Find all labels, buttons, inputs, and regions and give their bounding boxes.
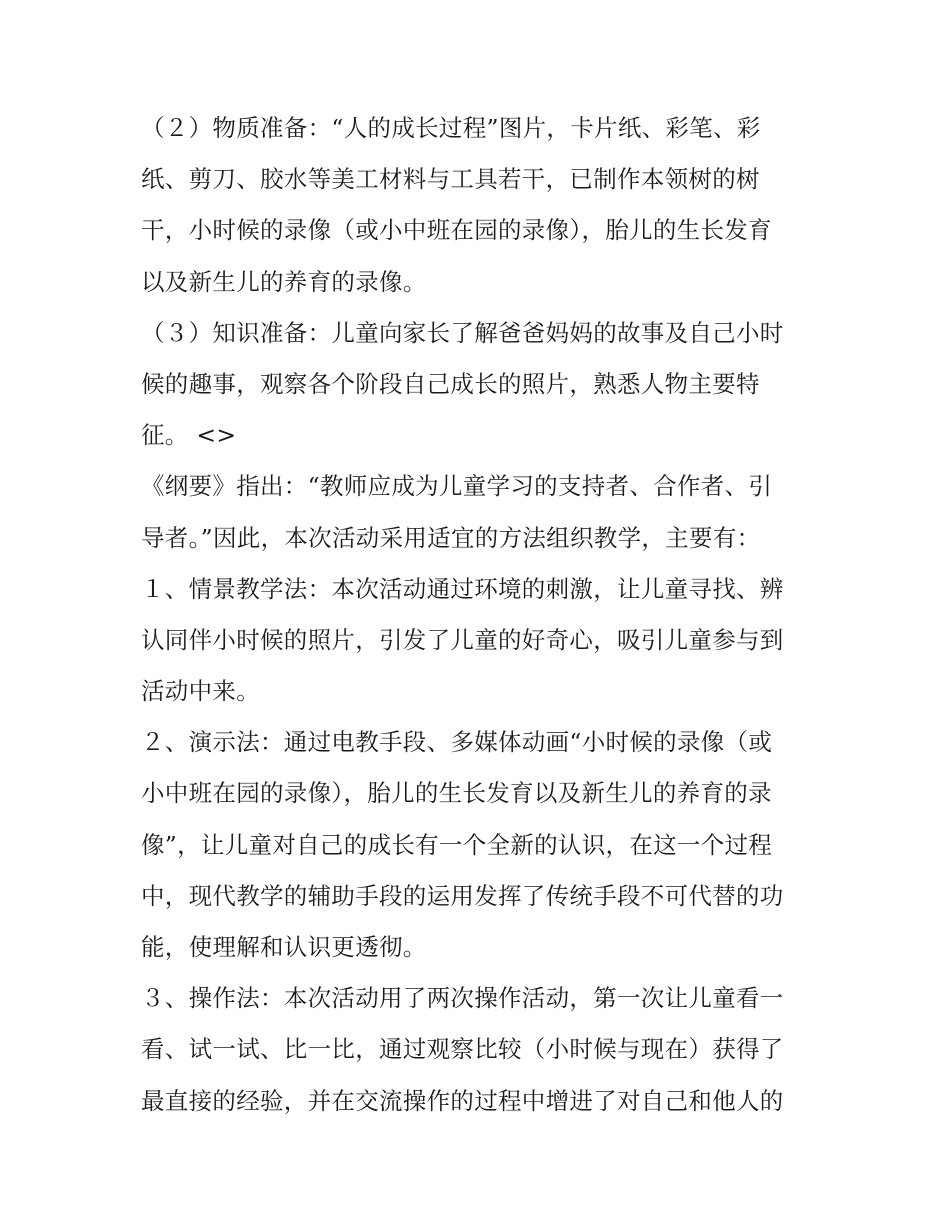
text-line: 看、试一试、比一比，通过观察比较（小时候与现在）获得了: [141, 1035, 784, 1064]
text-line: 认同伴小时候的照片，引发了儿童的好奇心，吸引儿童参与到: [141, 625, 784, 654]
text-line: １、情景教学法：本次活动通过环境的刺激，让儿童寻找、辨: [141, 574, 784, 603]
text-line: 小中班在园的录像），胎儿的生长发育以及新生儿的养育的录: [141, 779, 772, 808]
text-line: 《纲要》指出：“教师应成为儿童学习的支持者、合作者、引: [141, 472, 773, 501]
text-line: 活动中来。: [141, 677, 260, 706]
document-body: [141, 103, 813, 1127]
text-line: （２）物质准备：“人的成长过程”图片，卡片纸、彩笔、彩: [141, 114, 761, 142]
text-line: 干，小时候的录像（或小中班在园的录像），胎儿的生长发育: [141, 216, 772, 245]
text-line: ２、演示法：通过电教手段、多媒体动画“小时候的录像（或: [141, 728, 773, 757]
text-line: 像”，让儿童对自己的成长有一个全新的认识，在这一个过程: [141, 830, 773, 859]
text-line: 以及新生儿的养育的录像。: [141, 267, 427, 296]
text-line: 中，现代教学的辅助手段的运用发挥了传统手段不可代替的功: [141, 881, 784, 910]
text-line: 能，使理解和认识更透彻。: [141, 933, 427, 961]
text-line: （３）知识准备：儿童向家长了解爸爸妈妈的故事及自己小时: [141, 318, 784, 347]
text-line: 征。 <>: [141, 421, 237, 450]
text-line: 导者。”因此，本次活动采用适宜的方法组织教学，主要有：: [141, 523, 761, 552]
text-line: 最直接的经验，并在交流操作的过程中增进了对自己和他人的: [141, 1086, 784, 1115]
text-line: 候的趣事，观察各个阶段自己成长的照片，熟悉人物主要特: [141, 369, 760, 398]
text-line: ３、操作法：本次活动用了两次操作活动，第一次让儿童看一: [141, 984, 784, 1013]
text-line: 纸、剪刀、胶水等美工材料与工具若干，已制作本领树的树: [141, 165, 760, 194]
